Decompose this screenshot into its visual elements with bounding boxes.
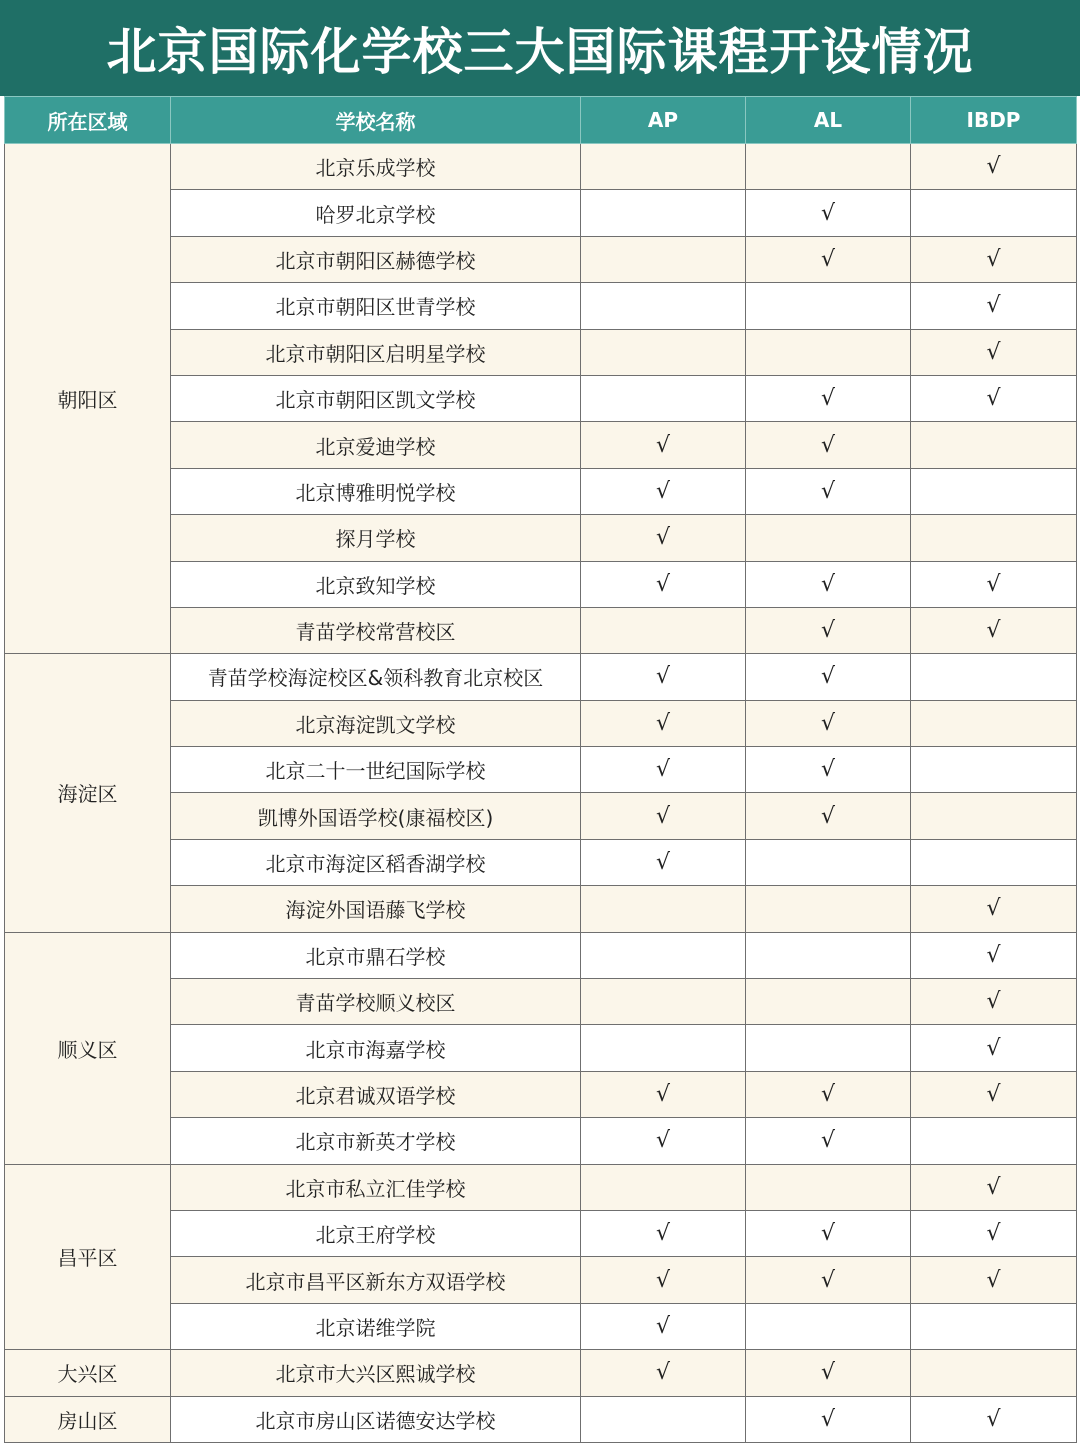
table-row (5, 1164, 1077, 1210)
check-mark-icon: √ (820, 200, 836, 226)
check-mark-icon: √ (986, 1035, 1001, 1061)
check-cell-al (746, 1118, 911, 1164)
check-cell-ib (911, 747, 1077, 793)
school-name-cell: 凯博外国语学校(康福校区) (171, 793, 581, 839)
check-cell-ap (581, 515, 746, 561)
school-name-cell: 北京市昌平区新东方双语学校 (171, 1257, 581, 1303)
check-mark-icon: √ (820, 1082, 836, 1107)
check-cell-al (746, 190, 911, 236)
check-cell-ap (581, 886, 746, 932)
check-cell-ib (911, 700, 1077, 746)
check-cell-al (746, 932, 911, 978)
check-cell-ib (911, 1164, 1077, 1210)
check-mark-icon: √ (986, 1267, 1001, 1293)
check-mark-icon: √ (655, 1221, 671, 1247)
check-cell-ap (581, 793, 746, 839)
check-mark-icon: √ (820, 757, 836, 783)
check-cell-al (746, 329, 911, 375)
check-cell-ap (581, 979, 746, 1025)
table-body (5, 144, 1077, 1443)
check-cell-ap (581, 1350, 746, 1396)
region-cell: 朝阳区 (5, 144, 171, 654)
check-mark-icon: √ (820, 1360, 836, 1386)
region-cell: 昌平区 (5, 1164, 171, 1350)
check-cell-ib (911, 283, 1077, 329)
check-mark-icon: √ (655, 432, 671, 458)
header-school: 学校名称 (171, 97, 581, 144)
region-cell: 房山区 (5, 1396, 171, 1442)
check-mark-icon: √ (820, 1128, 836, 1154)
check-cell-ib (911, 422, 1077, 468)
check-cell-ap (581, 561, 746, 607)
check-cell-ap (581, 932, 746, 978)
check-cell-al (746, 747, 911, 793)
check-cell-al (746, 468, 911, 514)
school-name-cell: 青苗学校海淀校区&领科教育北京校区 (171, 654, 581, 700)
check-mark-icon: √ (986, 896, 1001, 922)
check-cell-ap (581, 1396, 746, 1442)
check-cell-ap (581, 1071, 746, 1117)
check-cell-al (746, 375, 911, 421)
school-name-cell: 北京市新英才学校 (171, 1118, 581, 1164)
check-cell-ib (911, 329, 1077, 375)
school-name-cell: 北京乐成学校 (171, 144, 581, 190)
check-cell-ap (581, 700, 746, 746)
check-mark-icon: √ (820, 803, 836, 829)
check-mark-icon: √ (986, 246, 1001, 272)
school-name-cell: 北京市海嘉学校 (171, 1025, 581, 1071)
check-cell-ap (581, 468, 746, 514)
check-mark-icon: √ (986, 618, 1001, 644)
check-mark-icon: √ (655, 1082, 671, 1107)
check-cell-ib (911, 468, 1077, 514)
region-cell: 顺义区 (5, 932, 171, 1164)
check-cell-ib (911, 375, 1077, 421)
school-name-cell: 北京市朝阳区赫德学校 (171, 236, 581, 282)
check-cell-ap (581, 283, 746, 329)
check-mark-icon: √ (986, 989, 1001, 1015)
school-name-cell: 北京市鼎石学校 (171, 932, 581, 978)
header-al: AL (746, 97, 911, 144)
check-mark-icon: √ (986, 339, 1001, 365)
check-mark-icon: √ (820, 386, 836, 412)
school-name-cell: 探月学校 (171, 515, 581, 561)
school-name-cell: 北京市大兴区熙诚学校 (171, 1350, 581, 1396)
check-cell-ib (911, 793, 1077, 839)
check-mark-icon: √ (820, 1267, 836, 1293)
check-cell-al (746, 607, 911, 653)
check-cell-ap (581, 1164, 746, 1210)
check-mark-icon: √ (820, 246, 836, 272)
school-name-cell: 北京君诚双语学校 (171, 1071, 581, 1117)
check-mark-icon: √ (986, 293, 1001, 319)
region-cell: 海淀区 (5, 654, 171, 932)
check-mark-icon: √ (655, 803, 671, 829)
check-cell-al (746, 515, 911, 561)
course-table (4, 96, 1077, 1443)
check-mark-icon: √ (986, 571, 1001, 597)
check-cell-ap (581, 1303, 746, 1349)
check-cell-al (746, 1025, 911, 1071)
school-name-cell: 北京海淀凯文学校 (171, 700, 581, 746)
check-mark-icon: √ (655, 1267, 671, 1293)
school-name-cell: 北京博雅明悦学校 (171, 468, 581, 514)
check-cell-al (746, 839, 911, 885)
table-row (5, 932, 1077, 978)
school-name-cell: 哈罗北京学校 (171, 190, 581, 236)
check-cell-al (746, 654, 911, 700)
check-cell-ib (911, 654, 1077, 700)
check-cell-ib (911, 607, 1077, 653)
check-cell-ap (581, 329, 746, 375)
check-mark-icon: √ (655, 850, 671, 876)
check-cell-ap (581, 747, 746, 793)
check-mark-icon: √ (986, 1221, 1001, 1247)
check-cell-al (746, 1396, 911, 1442)
school-name-cell: 北京二十一世纪国际学校 (171, 747, 581, 793)
school-name-cell: 北京爱迪学校 (171, 422, 581, 468)
check-cell-al (746, 886, 911, 932)
check-mark-icon: √ (655, 571, 671, 597)
check-cell-ib (911, 561, 1077, 607)
check-mark-icon: √ (820, 710, 836, 736)
check-cell-al (746, 793, 911, 839)
check-cell-ib (911, 1303, 1077, 1349)
check-cell-ib (911, 236, 1077, 282)
check-cell-al (746, 1210, 911, 1256)
check-cell-al (746, 1257, 911, 1303)
header-ap: AP (581, 97, 746, 144)
school-name-cell: 北京市私立汇佳学校 (171, 1164, 581, 1210)
check-cell-ib (911, 1350, 1077, 1396)
table-row (5, 144, 1077, 190)
school-name-cell: 北京市房山区诺德安达学校 (171, 1396, 581, 1442)
check-cell-ib (911, 979, 1077, 1025)
check-cell-al (746, 561, 911, 607)
check-cell-ib (911, 1210, 1077, 1256)
check-cell-al (746, 979, 911, 1025)
check-cell-ap (581, 1025, 746, 1071)
check-mark-icon: √ (986, 1406, 1001, 1432)
check-mark-icon: √ (820, 478, 836, 504)
school-name-cell: 北京市朝阳区启明星学校 (171, 329, 581, 375)
check-cell-ib (911, 1071, 1077, 1117)
check-mark-icon: √ (655, 1313, 671, 1339)
check-mark-icon: √ (655, 710, 671, 736)
check-cell-ib (911, 1396, 1077, 1442)
check-cell-ap (581, 1257, 746, 1303)
region-cell: 大兴区 (5, 1350, 171, 1396)
check-cell-al (746, 1303, 911, 1349)
check-cell-al (746, 700, 911, 746)
school-name-cell: 北京市朝阳区凯文学校 (171, 375, 581, 421)
check-mark-icon: √ (655, 1128, 671, 1154)
check-mark-icon: √ (655, 1360, 671, 1386)
check-cell-ib (911, 1257, 1077, 1303)
check-mark-icon: √ (820, 618, 836, 644)
header-ibdp: IBDP (911, 97, 1077, 144)
check-mark-icon: √ (986, 1082, 1001, 1107)
check-cell-ap (581, 607, 746, 653)
check-mark-icon: √ (986, 1174, 1001, 1200)
school-name-cell: 北京王府学校 (171, 1210, 581, 1256)
check-cell-ap (581, 375, 746, 421)
check-mark-icon: √ (986, 386, 1001, 412)
check-cell-ib (911, 839, 1077, 885)
title-bar (0, 0, 1080, 96)
check-cell-ap (581, 236, 746, 282)
check-mark-icon: √ (820, 664, 836, 690)
check-mark-icon: √ (986, 942, 1001, 968)
school-name-cell: 青苗学校常营校区 (171, 607, 581, 653)
check-cell-ap (581, 654, 746, 700)
check-cell-ib (911, 1118, 1077, 1164)
table-row (5, 654, 1077, 700)
check-mark-icon: √ (655, 525, 671, 551)
table-row (5, 1350, 1077, 1396)
check-cell-ap (581, 422, 746, 468)
check-cell-ap (581, 1118, 746, 1164)
check-cell-al (746, 283, 911, 329)
check-cell-ib (911, 1025, 1077, 1071)
page-title: 北京国际化学校三大国际课程开设情况 (106, 23, 974, 81)
check-cell-ib (911, 932, 1077, 978)
check-mark-icon: √ (655, 757, 671, 783)
table-header (5, 97, 1077, 144)
check-mark-icon: √ (820, 571, 836, 597)
check-cell-ap (581, 839, 746, 885)
check-mark-icon: √ (820, 1406, 836, 1432)
check-mark-icon: √ (986, 154, 1001, 180)
check-cell-al (746, 1071, 911, 1117)
check-cell-ap (581, 190, 746, 236)
school-name-cell: 北京市海淀区稻香湖学校 (171, 839, 581, 885)
check-mark-icon: √ (820, 1221, 836, 1247)
check-cell-al (746, 422, 911, 468)
check-cell-al (746, 144, 911, 190)
check-cell-al (746, 1350, 911, 1396)
check-cell-ib (911, 515, 1077, 561)
check-mark-icon: √ (820, 432, 836, 458)
school-name-cell: 北京市朝阳区世青学校 (171, 283, 581, 329)
school-name-cell: 海淀外国语藤飞学校 (171, 886, 581, 932)
header-region: 所在区域 (5, 97, 171, 144)
check-cell-al (746, 236, 911, 282)
check-cell-ap (581, 1210, 746, 1256)
check-mark-icon: √ (655, 664, 671, 690)
check-cell-ib (911, 886, 1077, 932)
school-name-cell: 北京诺维学院 (171, 1303, 581, 1349)
school-name-cell: 北京致知学校 (171, 561, 581, 607)
check-cell-ib (911, 144, 1077, 190)
school-name-cell: 青苗学校顺义校区 (171, 979, 581, 1025)
check-cell-ib (911, 190, 1077, 236)
check-mark-icon: √ (655, 478, 671, 504)
check-cell-al (746, 1164, 911, 1210)
table-row (5, 1396, 1077, 1442)
check-cell-ap (581, 144, 746, 190)
